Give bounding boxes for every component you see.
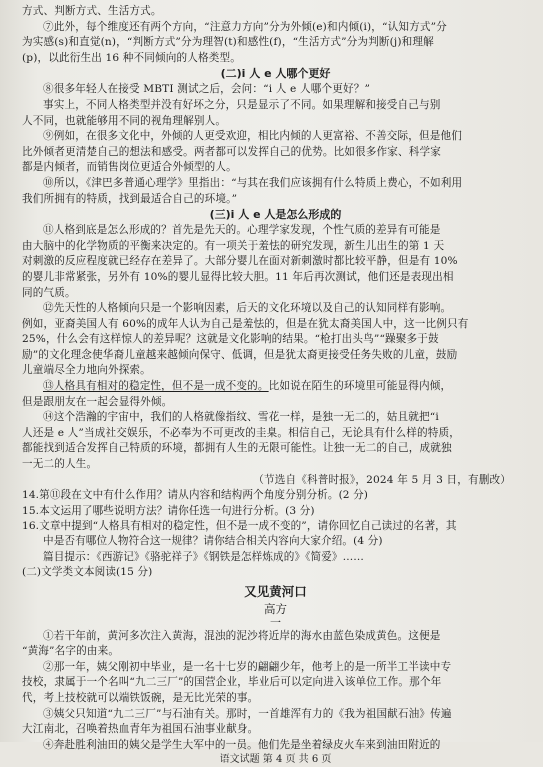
text-line: 都是内倾者，而销售岗位更适合外倾型的人。 bbox=[22, 161, 237, 174]
text-line: ②那一年，姨父刚初中毕业，是一名十七岁的翩翩少年，他考上的是一所半工半读中专 bbox=[43, 660, 452, 673]
text-line: 励”的文化理念使华裔儿童越来越倾向保守、低调，但是犹太裔更接受任务失败的儿童，鼓励 bbox=[22, 348, 458, 361]
text-line: 代，考上技校就可以端铁饭碗，是无比光荣的事。 bbox=[22, 692, 259, 705]
text-line: ⑫先天性的人格倾向只是一个影响因素，后天的文化环境以及自己的认知同样有影响。 bbox=[43, 302, 452, 315]
text-line: ④奔赴胜利油田的姨父是学生大军中的一员。他们先是坐着绿皮火车来到油田附近的 bbox=[43, 738, 441, 751]
text-line: 技校，隶属于一个名叫“九二三厂”的国营企业，毕业后可以定向进入该单位工作。那个年 bbox=[22, 676, 442, 689]
text-line: 人还是 e 人”当成社交娱乐，不必奉为不可更改的圭臬。相信自己，无论具有什么样的特质， bbox=[22, 426, 461, 439]
text-line: 比外倾者更清楚自己的想法和感受。两者都可以发挥自己的优势。比如很多作家、科学家 bbox=[22, 145, 442, 158]
text-line: 对刺激的反应程度就已经存在差异了。大部分婴儿在面对新刺激时都比较平静，但是有 10% bbox=[22, 255, 458, 268]
text-line: 为实感(s)和直觉(n)，“判断方式”分为理智(t)和感性(f)，“生活方式”分为判断(j)和理解 bbox=[22, 36, 434, 49]
text-line: ⑨例如，在很多文化中，外倾的人更受欢迎，相比内倾的人更富裕、不善交际，但是他们 bbox=[43, 130, 463, 143]
question-14: 14.第⑪段在文中有什么作用？请从内容和结构两个角度分别分析。(2 分) bbox=[22, 489, 369, 502]
text-line: ⑭这个浩瀚的宇宙中，我们的人格就像指纹、雪花一样，是独一无二的，姑且就把“i bbox=[43, 411, 439, 424]
text-line: 的婴儿非常紧张，另外有 10%的婴儿显得比较大胆。11 年后再次测试，他们还是表现出相 bbox=[22, 270, 454, 283]
text-line: “黄海”名字的由来。 bbox=[22, 645, 120, 658]
question-15: 15.本文运用了哪些说明方法？请你任选一句进行分析。(3 分) bbox=[22, 504, 315, 517]
text-line bbox=[22, 379, 529, 395]
sentence-rest: 比如说在陌生的环境里可能显得内倾， bbox=[268, 380, 452, 393]
question-16-cont: 中是否有哪位人物符合这一规律？请你结合相关内容向大家介绍。(4 分) bbox=[43, 535, 383, 548]
chapter-marker: 一 bbox=[270, 615, 281, 629]
story-author: 高方 bbox=[264, 601, 287, 616]
text-line: ①若干年前，黄河多次注入黄海，混浊的泥沙将近岸的海水由蓝色染成黄色。这便是 bbox=[43, 629, 441, 642]
part-heading: (二)文学类文本阅读(15 分) bbox=[22, 566, 153, 579]
text-line: 事实上，不同人格类型并没有好坏之分，只是显示了不同。如果理解和接受自己与别 bbox=[43, 98, 441, 111]
text-line: ⑦此外，每个维度还有两个方向，“注意力方向”分为外倾(e)和内倾(i)，“认知方式”分 bbox=[43, 20, 447, 33]
text-line: ⑧很多年轻人在接受 MBTI 测试之后，会问：“i 人 e 人哪个更好？” bbox=[43, 83, 371, 96]
text-line: 25%，什么会有这样惊人的差异呢？这就是文化影响的结果。“枪打出头鸟”“躁聚多于鼓 bbox=[22, 333, 439, 346]
question-16-hint: 篇目提示：《西游记》《骆驼祥子》《钢铁是怎样炼成的》《简爱》…… bbox=[43, 550, 364, 563]
text-line: 由大脑中的化学物质的平衡来决定的。有一项关于羞怯的研究发现，新生儿出生的第 1 天 bbox=[22, 239, 445, 252]
section-heading: (二)i 人 e 人哪个更好 bbox=[220, 67, 331, 81]
text-line: (p)，以此衍生出 16 种不同倾向的人格类型。 bbox=[22, 51, 241, 64]
section-heading: (三)i 人 e 人是怎么形成的 bbox=[209, 208, 342, 222]
text-line: 都能找到适合发挥自己特质的环境，都拥有人生的无限可能性。让独一无二的自己，成就独 bbox=[22, 442, 452, 455]
text-line: 例如，亚裔美国人有 60%的成年人认为自己是羞怯的，但是在犹太裔美国人中，这一比例只有 bbox=[22, 317, 469, 330]
text-line: 一无二的人生。 bbox=[22, 458, 98, 471]
story-title: 又见黄河口 bbox=[244, 583, 307, 599]
text-line: ⑪人格到底是怎么形成的？首先是先天的。心理学家发现，个性气质的差异有可能是 bbox=[43, 224, 441, 237]
text-line: 方式、判断方式、生活方式。 bbox=[22, 5, 162, 17]
question-16: 16.文章中提到“人格具有相对的稳定性，但不是一成不变的”，请你回忆自己读过的名著，其 bbox=[22, 520, 457, 533]
text-line: 但是跟朋友在一起会显得外倾。 bbox=[22, 395, 173, 408]
text-line: 我们所拥有的特质，找到最适合自己的环境。” bbox=[22, 192, 238, 205]
text-line: 大江南北，召唤着热血青年为祖国石油事业献身。 bbox=[22, 723, 259, 736]
source-citation: （节选自《科普时报》，2024 年 5 月 3 日，有删改） bbox=[253, 473, 511, 486]
text-line: ③姨父只知道“九二三厂”与石油有关。那时，一首雄浑有力的《我为祖国献石油》传遍 bbox=[43, 707, 452, 720]
underlined-sentence: ⑬人格具有相对的稳定性，但不是一成不变的。 bbox=[43, 380, 269, 393]
text-line: ⑩所以，《津巴多普通心理学》里指出：“与其在我们应该拥有什么特质上费心，不如利用 bbox=[43, 176, 463, 189]
text-line: 同的气质。 bbox=[22, 286, 76, 299]
text-line: 儿童端尽全力地向外探索。 bbox=[22, 364, 151, 377]
page-footer: 语文试题 第 4 页 共 6 页 bbox=[219, 754, 332, 766]
text-line: 人不同，也就能够用不同的视角理解别人。 bbox=[22, 114, 227, 127]
